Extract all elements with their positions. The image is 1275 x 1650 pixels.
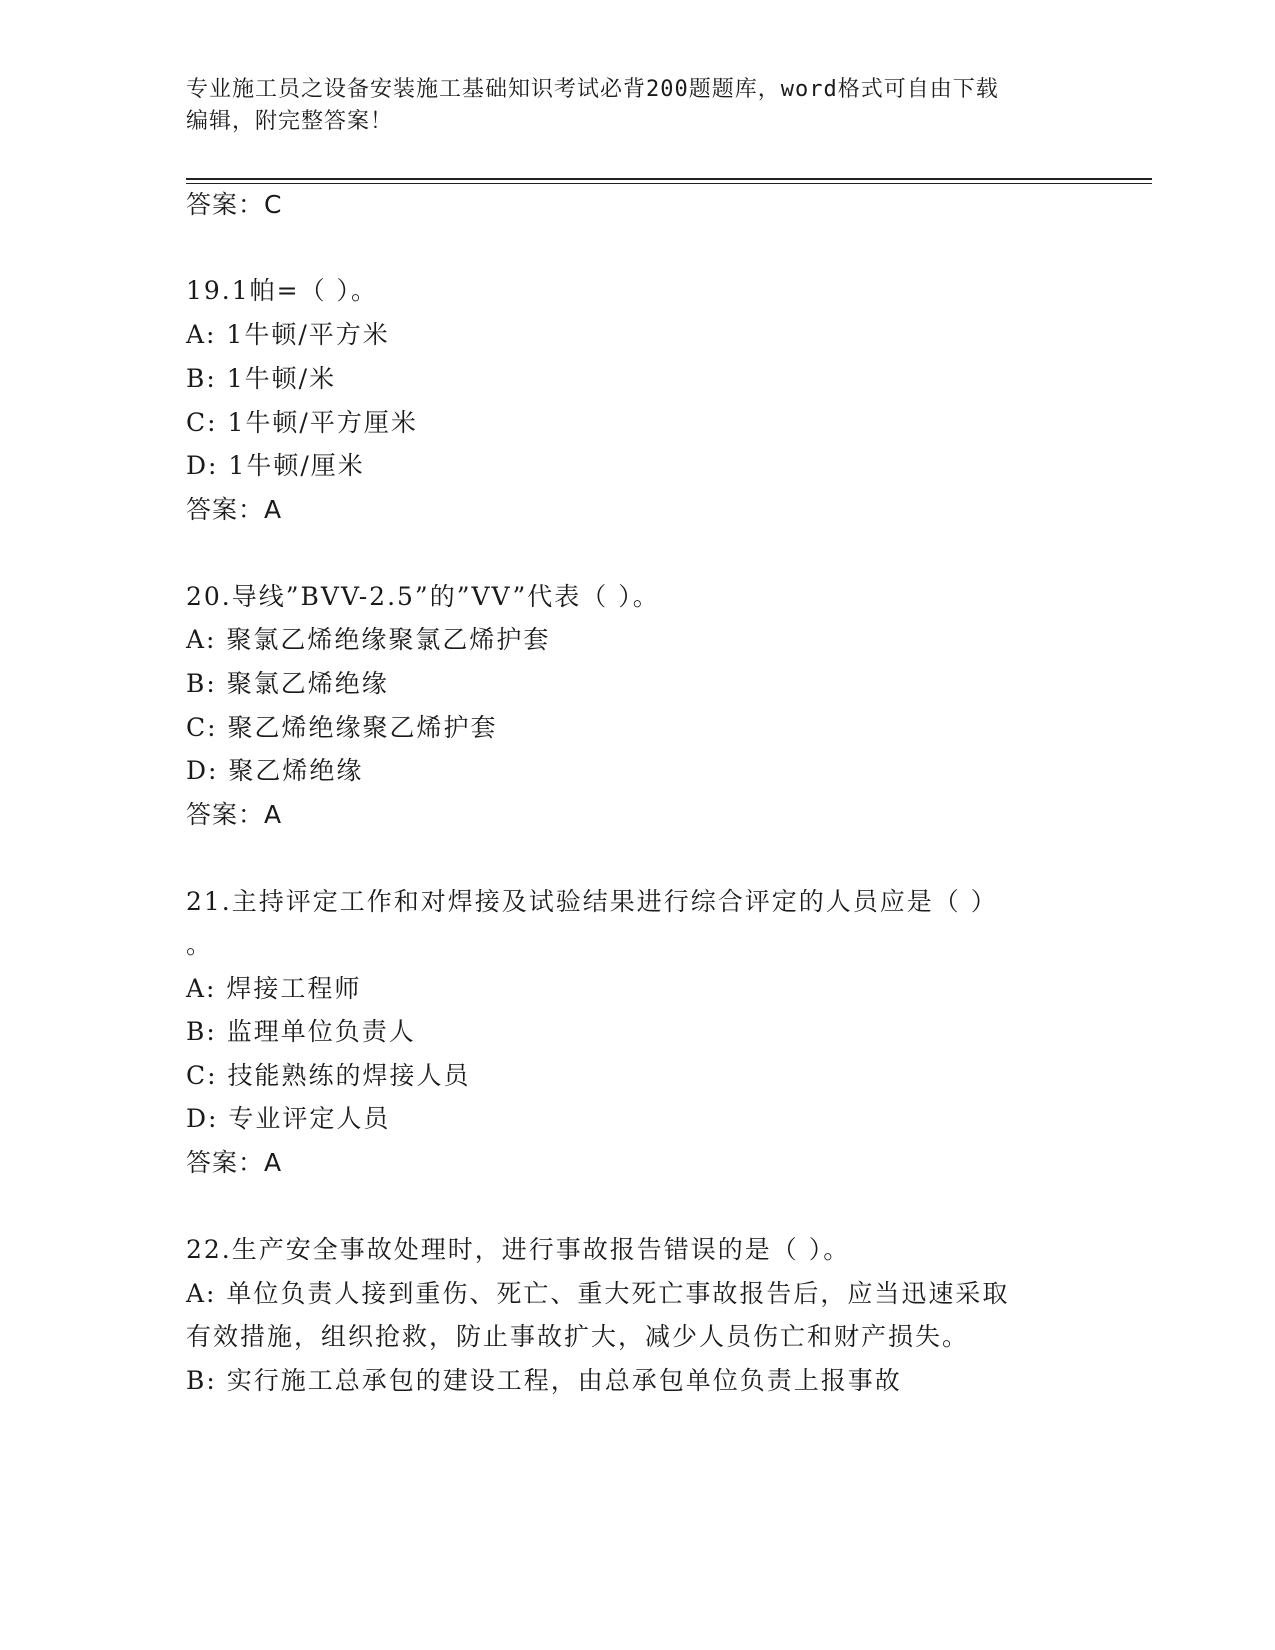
option-c: C: 技能熟练的焊接人员 [186, 1061, 471, 1090]
question-20: 20.导线”BVV-2.5”的”VV”代表（ ）。 [186, 582, 660, 611]
option-b: B: 1牛顿/米 [186, 364, 337, 393]
option-a-continuation: 有效措施，组织抢救，防止事故扩大，减少人员伤亡和财产损失。 [186, 1322, 970, 1351]
answer-line: 答案：A [186, 800, 283, 829]
option-a: A: 单位负责人接到重伤、死亡、重大死亡事故报告后，应当迅速采取 [186, 1279, 1010, 1308]
option-b: B: 聚氯乙烯绝缘 [186, 669, 389, 698]
option-b: B: 实行施工总承包的建设工程，由总承包单位负责上报事故 [186, 1366, 902, 1395]
option-a: A: 1牛顿/平方米 [186, 320, 390, 349]
question-21-continuation: 。 [186, 930, 214, 959]
option-c: C: 1牛顿/平方厘米 [186, 408, 418, 437]
question-21: 21.主持评定工作和对焊接及试验结果进行综合评定的人员应是（ ） [186, 887, 998, 916]
option-a: A: 聚氯乙烯绝缘聚氯乙烯护套 [186, 625, 551, 654]
document-header [186, 74, 1086, 138]
answer-line: 答案：C [186, 190, 283, 219]
option-d: D: 1牛顿/厘米 [186, 451, 365, 480]
header-title-line-1: 专业施工员之设备安装施工基础知识考试必背200题题库，word格式可自由下载 [186, 77, 999, 102]
option-d: D: 专业评定人员 [186, 1104, 391, 1133]
option-a: A: 焊接工程师 [186, 974, 362, 1003]
answer-line: 答案：A [186, 1148, 283, 1177]
option-c: C: 聚乙烯绝缘聚乙烯护套 [186, 713, 498, 742]
option-d: D: 聚乙烯绝缘 [186, 756, 364, 785]
question-22: 22.生产安全事故处理时，进行事故报告错误的是（ ）。 [186, 1235, 851, 1264]
option-b: B: 监理单位负责人 [186, 1017, 416, 1046]
question-19: 19.1帕=（ ）。 [186, 276, 379, 305]
header-title-line-2: 编辑，附完整答案！ [186, 109, 394, 134]
header-divider-thick [186, 178, 1152, 180]
header-divider-thin [186, 183, 1152, 184]
answer-line: 答案：A [186, 495, 283, 524]
